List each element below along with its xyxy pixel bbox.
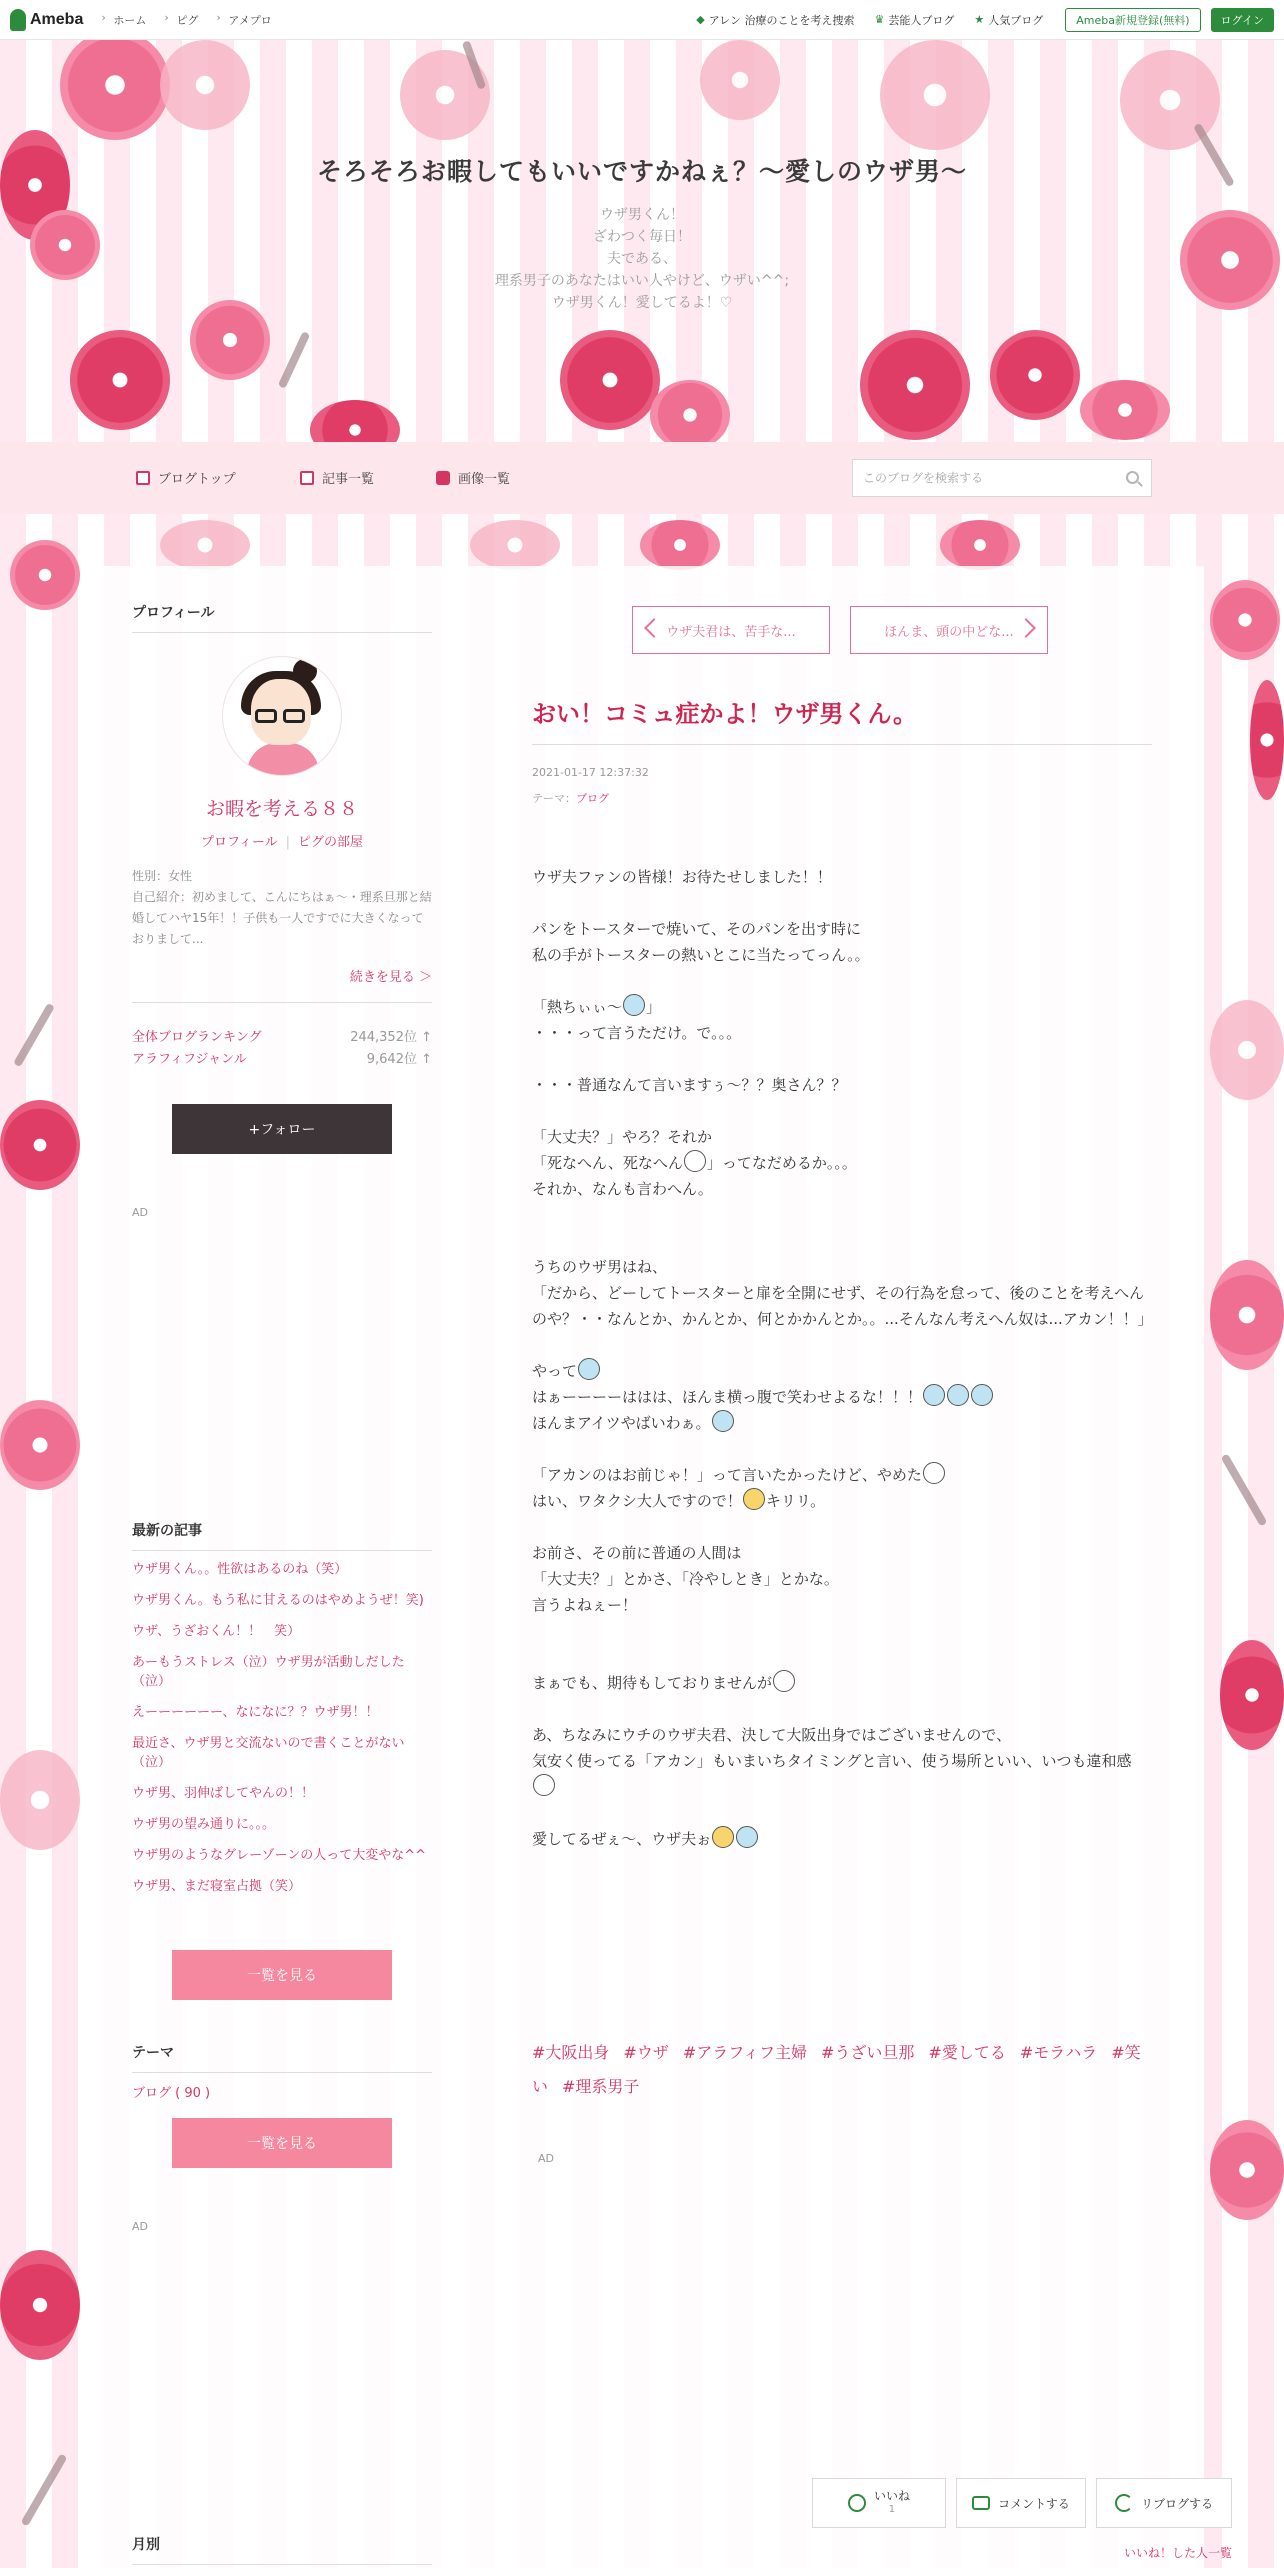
iine-text — [874, 2489, 910, 2517]
hashtag[interactable]: #理系男子 — [562, 2077, 640, 2096]
topbar-nav-amepro[interactable]: › アメプロ — [212, 12, 285, 28]
register-button[interactable]: Ameba新規登録(無料) — [1065, 8, 1200, 32]
twig-decoration — [1221, 1453, 1268, 1526]
topbar-link-celebrity-label: 芸能人ブログ — [888, 13, 955, 27]
blank-line — [532, 1514, 1152, 1540]
recent-item[interactable]: ウザ男くん。。性欲はあるのね（笑） — [132, 1562, 348, 1577]
monthly-heading: 月別 — [132, 2534, 432, 2565]
blossom-decoration — [640, 520, 720, 570]
article-text: 「大丈夫？」とかさ、「冷やしとき」とかな。 — [532, 1570, 839, 1588]
separator: | — [285, 835, 291, 850]
iine-list-link[interactable]: いいね！した人一覧 — [1123, 2546, 1232, 2560]
blank-line — [532, 1332, 1152, 1358]
camera-icon — [436, 471, 450, 485]
nav-image-list-label: 画像一覧 — [458, 472, 511, 487]
blossom-decoration — [1210, 580, 1280, 660]
topbar-link-popular[interactable] — [966, 12, 1051, 28]
blog-description-line: ウザ男くん！愛してるよ！♡ — [551, 295, 733, 311]
twig-decoration — [13, 1003, 55, 1068]
topbar-nav — [97, 12, 285, 28]
article-text-part: 愛してるぜぇ〜、ウザ夫ぉ — [532, 1830, 712, 1848]
hashtag-list — [532, 2036, 1152, 2104]
recent-list — [132, 1560, 432, 1908]
shocked-emoji-icon — [712, 1410, 734, 1432]
ameba-logo-icon — [10, 9, 26, 31]
article-text-part: はい、ワタクシ大人ですので！ — [532, 1492, 742, 1510]
topbar-link-trend[interactable] — [688, 12, 862, 28]
glasses-icon — [283, 709, 305, 723]
article-text: それか、なんも言わへん。 — [532, 1180, 713, 1198]
profile-links — [132, 831, 432, 850]
avatar[interactable] — [222, 656, 342, 776]
article-text: お前さ、その前に普通の人間は — [532, 1544, 742, 1562]
nav-blog-top-label: ブログトップ — [158, 472, 236, 487]
profile-intro: 自己紹介：初めまして、こんにちはぁ〜・理系旦那と結婚してハヤ15年！！子供も一人ですでに大きくなっておりまして... — [132, 890, 432, 946]
grimace-emoji-icon — [533, 1774, 555, 1796]
article-text — [532, 1826, 1152, 1852]
blog-description-line: 夫である、 — [607, 251, 677, 267]
article-text-part: キリリ。 — [765, 1492, 826, 1510]
blank-line — [532, 1436, 1152, 1462]
star-icon: ★ — [974, 13, 985, 26]
shocked-emoji-icon — [947, 1384, 969, 1406]
shocked-emoji-icon — [578, 1358, 600, 1380]
blossom-decoration — [0, 2250, 80, 2360]
article-text — [532, 1150, 1152, 1176]
article-text-part: やって — [532, 1362, 578, 1380]
article-text: 「大丈夫？」やろ？それか — [532, 1128, 713, 1146]
blog-description-line: ウザ男くん！ — [600, 207, 684, 223]
recent-item[interactable]: ウザ男、羽伸ばしてやんの！！ — [132, 1786, 315, 1801]
blossom-decoration — [470, 520, 560, 570]
hashtag[interactable]: #ウザ — [623, 2043, 669, 2062]
blank-line — [532, 1098, 1152, 1124]
ranking-label[interactable]: 全体ブログランキング — [132, 1030, 262, 1045]
blog-header — [0, 40, 1284, 442]
recent-item[interactable]: えーーーーーー、なになに？？ウザ男！！ — [132, 1705, 379, 1720]
nav-blog-top[interactable] — [136, 468, 236, 487]
topbar-link-trend-label: アレン 治療のことを考え捜索 — [708, 13, 855, 27]
article-theme — [532, 790, 609, 806]
article-text-part: まぁでも、期待もしておりませんが — [532, 1674, 773, 1692]
divider — [532, 744, 1152, 745]
avatar-body — [247, 743, 319, 776]
article-text-part: はぁーーーーははは、ほんま横っ腹で笑わせよるな！！！ — [532, 1388, 923, 1406]
prev-article-label: ウザ夫君は、苦手な... — [666, 624, 796, 640]
grimace-emoji-icon — [773, 1670, 795, 1692]
blossom-decoration — [0, 1750, 80, 1850]
topbar-link-celebrity[interactable] — [866, 12, 962, 28]
crying-emoji-icon — [736, 1826, 758, 1848]
hashtag[interactable]: #愛してる — [928, 2043, 1006, 2062]
blossom-decoration — [1210, 2120, 1284, 2220]
crying-emoji-icon — [623, 994, 645, 1016]
prev-article-button[interactable] — [632, 606, 830, 654]
blossom-decoration — [1210, 1260, 1284, 1370]
article-text — [532, 1462, 1152, 1488]
ameba-logo-text: Ameba — [30, 10, 84, 28]
article-text: 「だから、どーしてトースターと扉を全開にせず、その行為を怠って、後のことを考えへんのや？・・なんとか、かんとか、何とかかんとか。。...そんなん考えへん奴は...アカン！！」 — [532, 1284, 1153, 1328]
article-text: ・・・って言うただけ。で。。。 — [532, 1024, 742, 1042]
blog-search-input[interactable] — [853, 460, 1103, 496]
blossom-decoration — [1210, 1000, 1284, 1100]
hashtag[interactable]: #大阪出身 — [532, 2043, 610, 2062]
profile-info — [132, 866, 432, 950]
copy-icon — [300, 471, 314, 485]
nav-article-list[interactable] — [300, 468, 374, 487]
article-text — [532, 1488, 1152, 1514]
recent-more-button[interactable]: 一覧を見る — [172, 1950, 392, 2000]
article-text-part: ほんまアイツやばいわぁ。 — [532, 1414, 711, 1432]
divider — [132, 1002, 432, 1003]
blog-description-line: 理系男子のあなたはいい人やけど、ウザい^^; — [494, 273, 790, 289]
article-date: 2021-01-17 12:37:32 — [532, 766, 649, 779]
blossom-decoration — [0, 1100, 80, 1190]
profile-link[interactable]: プロフィール — [200, 835, 278, 850]
blossom-decoration — [940, 520, 1020, 570]
comment-icon — [972, 2496, 990, 2510]
diamond-icon: ◆ — [696, 13, 705, 26]
article-text — [532, 1384, 1152, 1410]
next-article-button[interactable] — [850, 606, 1048, 654]
profile-more-link[interactable]: 続きを見る ＞ — [349, 970, 432, 985]
blog-description — [0, 204, 1284, 314]
blank-line — [532, 1202, 1152, 1254]
laugh-emoji-icon — [712, 1826, 734, 1848]
blank-line — [532, 1046, 1152, 1072]
smile-icon — [848, 2494, 866, 2512]
recent-item[interactable]: あーもうストレス（泣）ウザ男が活動しだした（泣） — [132, 1655, 405, 1689]
iine-count: 1 — [888, 2504, 896, 2515]
blank-line — [532, 1618, 1152, 1670]
pig-room-link[interactable]: ピグの部屋 — [298, 835, 364, 850]
chevron-right-icon — [1016, 618, 1036, 638]
blank-line — [532, 1800, 1152, 1826]
article-text: 言うよねぇー！ — [532, 1596, 638, 1614]
crown-icon: ♛ — [874, 13, 885, 26]
content-panel — [80, 566, 1232, 2568]
article-text-part: 「熱ちぃぃ〜 — [532, 998, 623, 1016]
shocked-emoji-icon — [923, 1384, 945, 1406]
shocked-emoji-icon — [971, 1384, 993, 1406]
ad-label: AD — [538, 2152, 554, 2165]
nav-image-list[interactable] — [436, 468, 510, 487]
article-text-part: 」 — [646, 998, 662, 1016]
topbar-nav-home[interactable]: › ホーム — [97, 12, 160, 28]
article-text — [532, 1670, 1152, 1696]
blog-description-line: ざわつく毎日！ — [593, 229, 691, 245]
article-text: ウザ夫ファンの皆様！お待たせしました！！ — [532, 868, 832, 886]
blog-nav — [0, 442, 1284, 514]
article-text: パンをトースターで焼いて、そのパンを出す時に — [532, 920, 861, 938]
ranking-label[interactable]: アラフィフジャンル — [132, 1052, 247, 1067]
search-icon[interactable] — [1126, 471, 1139, 484]
hashtag[interactable]: #アラフィフ主婦 — [682, 2043, 807, 2062]
profile-name[interactable]: お暇を考える８８ — [205, 798, 358, 820]
article-text — [532, 1748, 1152, 1800]
reblog-label: リブログする — [1140, 2496, 1213, 2511]
article-body — [532, 864, 1152, 1852]
recent-item[interactable]: 最近さ、ウザ男と交流ないので書くことがない（泣） — [132, 1736, 405, 1770]
article-text: うちのウザ男はね、 — [532, 1258, 668, 1276]
topbar-right — [688, 8, 1274, 32]
article-text: 私の手がトースターの熱いとこに当たってっん。。 — [532, 946, 870, 964]
hashtag[interactable]: #笑い — [532, 2043, 1141, 2096]
hashtag[interactable]: #うざい旦那 — [820, 2043, 915, 2062]
smirk-emoji-icon — [923, 1462, 945, 1484]
glasses-icon — [255, 709, 277, 723]
blank-line — [532, 1696, 1152, 1722]
blossom-decoration — [10, 540, 80, 610]
recent-item[interactable]: ウザ男、まだ寝室占拠（笑） — [132, 1879, 302, 1894]
follow-button[interactable]: +フォロー — [172, 1104, 392, 1154]
ad-label: AD — [132, 2220, 148, 2233]
blossom-decoration — [1220, 1640, 1284, 1750]
blank-line — [532, 890, 1152, 916]
ameba-logo[interactable] — [10, 9, 83, 31]
blossom-decoration — [0, 1400, 80, 1490]
article-text-part: 「死なへん、死なへん — [532, 1154, 683, 1172]
article-text — [532, 994, 1152, 1020]
article-text-part: 「アカンのはお前じゃ！」って言いたかったけど、やめた — [532, 1466, 922, 1484]
blossom-decoration — [160, 520, 250, 570]
ad-label: AD — [132, 1206, 148, 1219]
iine-label: いいね — [873, 2489, 910, 2503]
theme-heading: テーマ — [132, 2042, 432, 2073]
recent-heading: 最新の記事 — [132, 1520, 432, 1551]
recent-item[interactable]: ウザ男くん。もう私に甘えるのはやめようぜ！笑) — [132, 1593, 424, 1608]
proud-emoji-icon — [743, 1488, 765, 1510]
article-title[interactable]: おい！コミュ症かよ！ウザ男くん。 — [532, 700, 917, 728]
theme-more-button[interactable]: 一覧を見る — [172, 2118, 392, 2168]
twig-decoration — [21, 2453, 68, 2526]
comment-label: コメントする — [998, 2496, 1070, 2511]
blank-line — [532, 968, 1152, 994]
article-theme-label: テーマ： — [532, 792, 576, 805]
blossom-decoration — [1250, 680, 1284, 800]
document-icon — [136, 471, 150, 485]
iine-button[interactable] — [812, 2478, 946, 2528]
recent-item[interactable]: ウザ、うざおくん！！ 笑） — [132, 1624, 301, 1639]
profile-gender: 性別：女性 — [132, 869, 193, 883]
ameba-topbar — [0, 0, 1284, 40]
article-text: ・・・普通なんて言いますぅ〜？？奥さん？？ — [532, 1076, 847, 1094]
ranking-value: 9,642位 ↑ — [366, 1052, 432, 1067]
article-text — [532, 1358, 1152, 1384]
ranking-row — [132, 1026, 432, 1045]
avatar-bun — [293, 659, 317, 683]
article-theme-link[interactable]: ブログ — [576, 792, 609, 805]
article-text-part: 気安く使ってる「アカン」もいまいちタイミングと言い、使う場所といい、いつも違和感 — [532, 1752, 1132, 1770]
reblog-button[interactable] — [1096, 2478, 1232, 2528]
article-text-part: 」ってなだめるか。。。 — [706, 1154, 857, 1172]
login-button[interactable]: ログイン — [1211, 8, 1274, 32]
topbar-nav-pig[interactable]: › ピグ — [160, 12, 212, 28]
ranking-value: 244,352位 ↑ — [350, 1030, 432, 1045]
blog-search — [852, 459, 1152, 497]
reblog-icon — [1115, 2494, 1133, 2512]
nav-article-list-label: 記事一覧 — [322, 472, 375, 487]
ranking-row — [132, 1048, 432, 1067]
hashtag[interactable]: #モラハラ — [1019, 2043, 1098, 2062]
profile-heading: プロフィール — [132, 602, 432, 633]
recent-item[interactable]: ウザ男の望み通りに。。。 — [132, 1817, 276, 1832]
chevron-left-icon — [644, 618, 664, 638]
theme-item[interactable]: ブログ ( 90 ) — [132, 2086, 211, 2101]
comment-button[interactable] — [956, 2478, 1086, 2528]
topbar-link-popular-label: 人気ブログ — [988, 13, 1044, 27]
recent-item[interactable]: ウザ男のようなグレーゾーンの人って大変やな^^ — [132, 1848, 427, 1863]
next-article-label: ほんま、頭の中どな... — [884, 624, 1014, 640]
blog-title[interactable]: そろそろお暇してもいいですかねぇ？〜愛しのウザ男〜 — [316, 157, 967, 186]
smile-emoji-icon — [684, 1150, 706, 1172]
article-text — [532, 1410, 1152, 1436]
article-text: あ、ちなみにウチのウザ夫君、決して大阪出身ではございませんので、 — [532, 1726, 1012, 1744]
